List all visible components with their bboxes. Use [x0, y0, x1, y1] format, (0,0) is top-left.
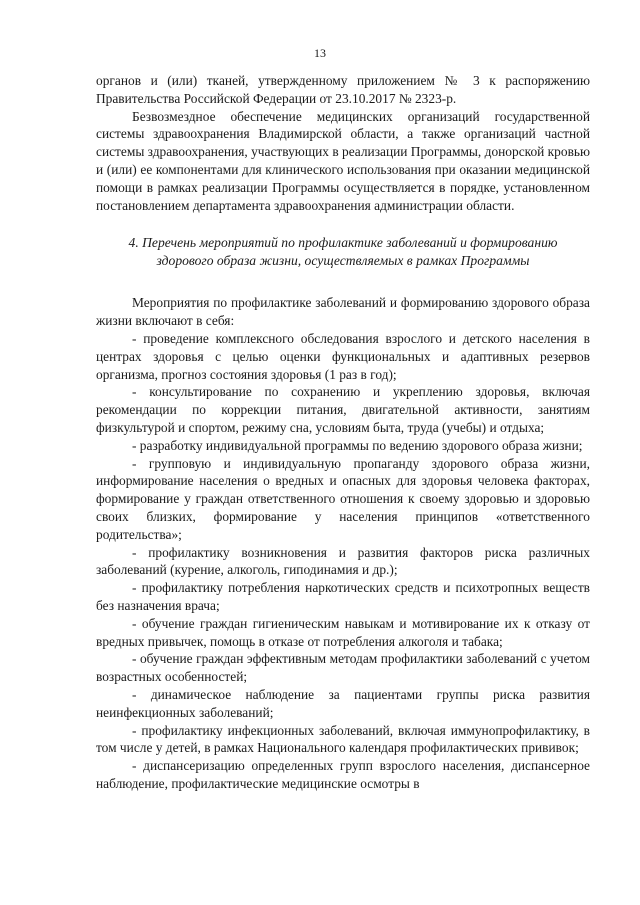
list-item: - обучение граждан эффективным методам профилактики заболеваний с учетом возрастных особенностей;: [96, 651, 590, 685]
document-body: [96, 72, 590, 793]
list-item: - динамическое наблюдение за пациентами группы риска развития неинфекционных заболеваний;: [96, 686, 590, 720]
list-item: - проведение комплексного обследования взрослого и детского населения в центрах здоровья с целью оценки функциональных и адаптивных резервов организма, прогноз состояния здоровья (1 раз в год);: [96, 330, 590, 382]
list-item: - разработку индивидуальной программы по ведению здорового образа жизни;: [132, 437, 583, 453]
paragraph-continuation: органов и (или) тканей, утвержденному приложением № 3 к распоряжению Правительства Российской Федерации от 23.10.2017 № 2323-р.: [96, 73, 590, 106]
list-item: - профилактику возникновения и развития факторов риска различных заболеваний (курение, алкоголь, гиподинамия и др.);: [96, 544, 590, 578]
list-item: - обучение граждан гигиеническим навыкам и мотивирование их к отказу от вредных привычек, помощь в отказе от потребления алкоголя и табака;: [96, 615, 590, 649]
page-number: 13: [314, 46, 326, 60]
list-item: - консультирование по сохранению и укреплению здоровья, включая рекомендации по коррекции питания, двигательной активности, занятиям физкультурой и спортом, режиму сна, условиям быта, труда (учебы) и отдыха;: [96, 384, 590, 435]
list-item: - диспансеризацию определенных групп взрослого населения, диспансерное наблюдение, профилактические медицинские осмотры в: [96, 758, 590, 791]
section-heading: 4. Перечень мероприятий по профилактике заболеваний и формированию здорового образа жизни, осуществляемых в рамках Программы: [128, 235, 558, 269]
activities-list: [96, 330, 590, 793]
list-item: - групповую и индивидуальную пропаганду здорового образа жизни, информирование населения о вредных и опасных для здоровья человека факторах, формирование у граждан ответственного отношения к своему здоровью и здоровью своих близких, формирование у населения принципов «ответственного родительства»;: [96, 455, 590, 542]
list-item: - профилактику инфекционных заболеваний, включая иммунопрофилактику, в том числе у детей, в рамках Национального календаря профилактических прививок;: [96, 722, 590, 756]
section-lead: Мероприятия по профилактике заболеваний и формированию здорового образа жизни включают в себя:: [96, 295, 590, 329]
list-item: - профилактику потребления наркотических средств и психотропных веществ без назначения врача;: [96, 580, 590, 613]
paragraph-blood-supply: Безвозмездное обеспечение медицинских организаций государственной системы здравоохранения Владимирской области, а также организаций частной системы здравоохранения, участвующих в реализации Программы, донорской кровью и (или) ее компонентами для клинического использования при оказании медицинской помощи в рамках реализации Программы осуществляется в порядке, установленном постановлением департамента здравоохранения администрации области.: [96, 108, 591, 213]
